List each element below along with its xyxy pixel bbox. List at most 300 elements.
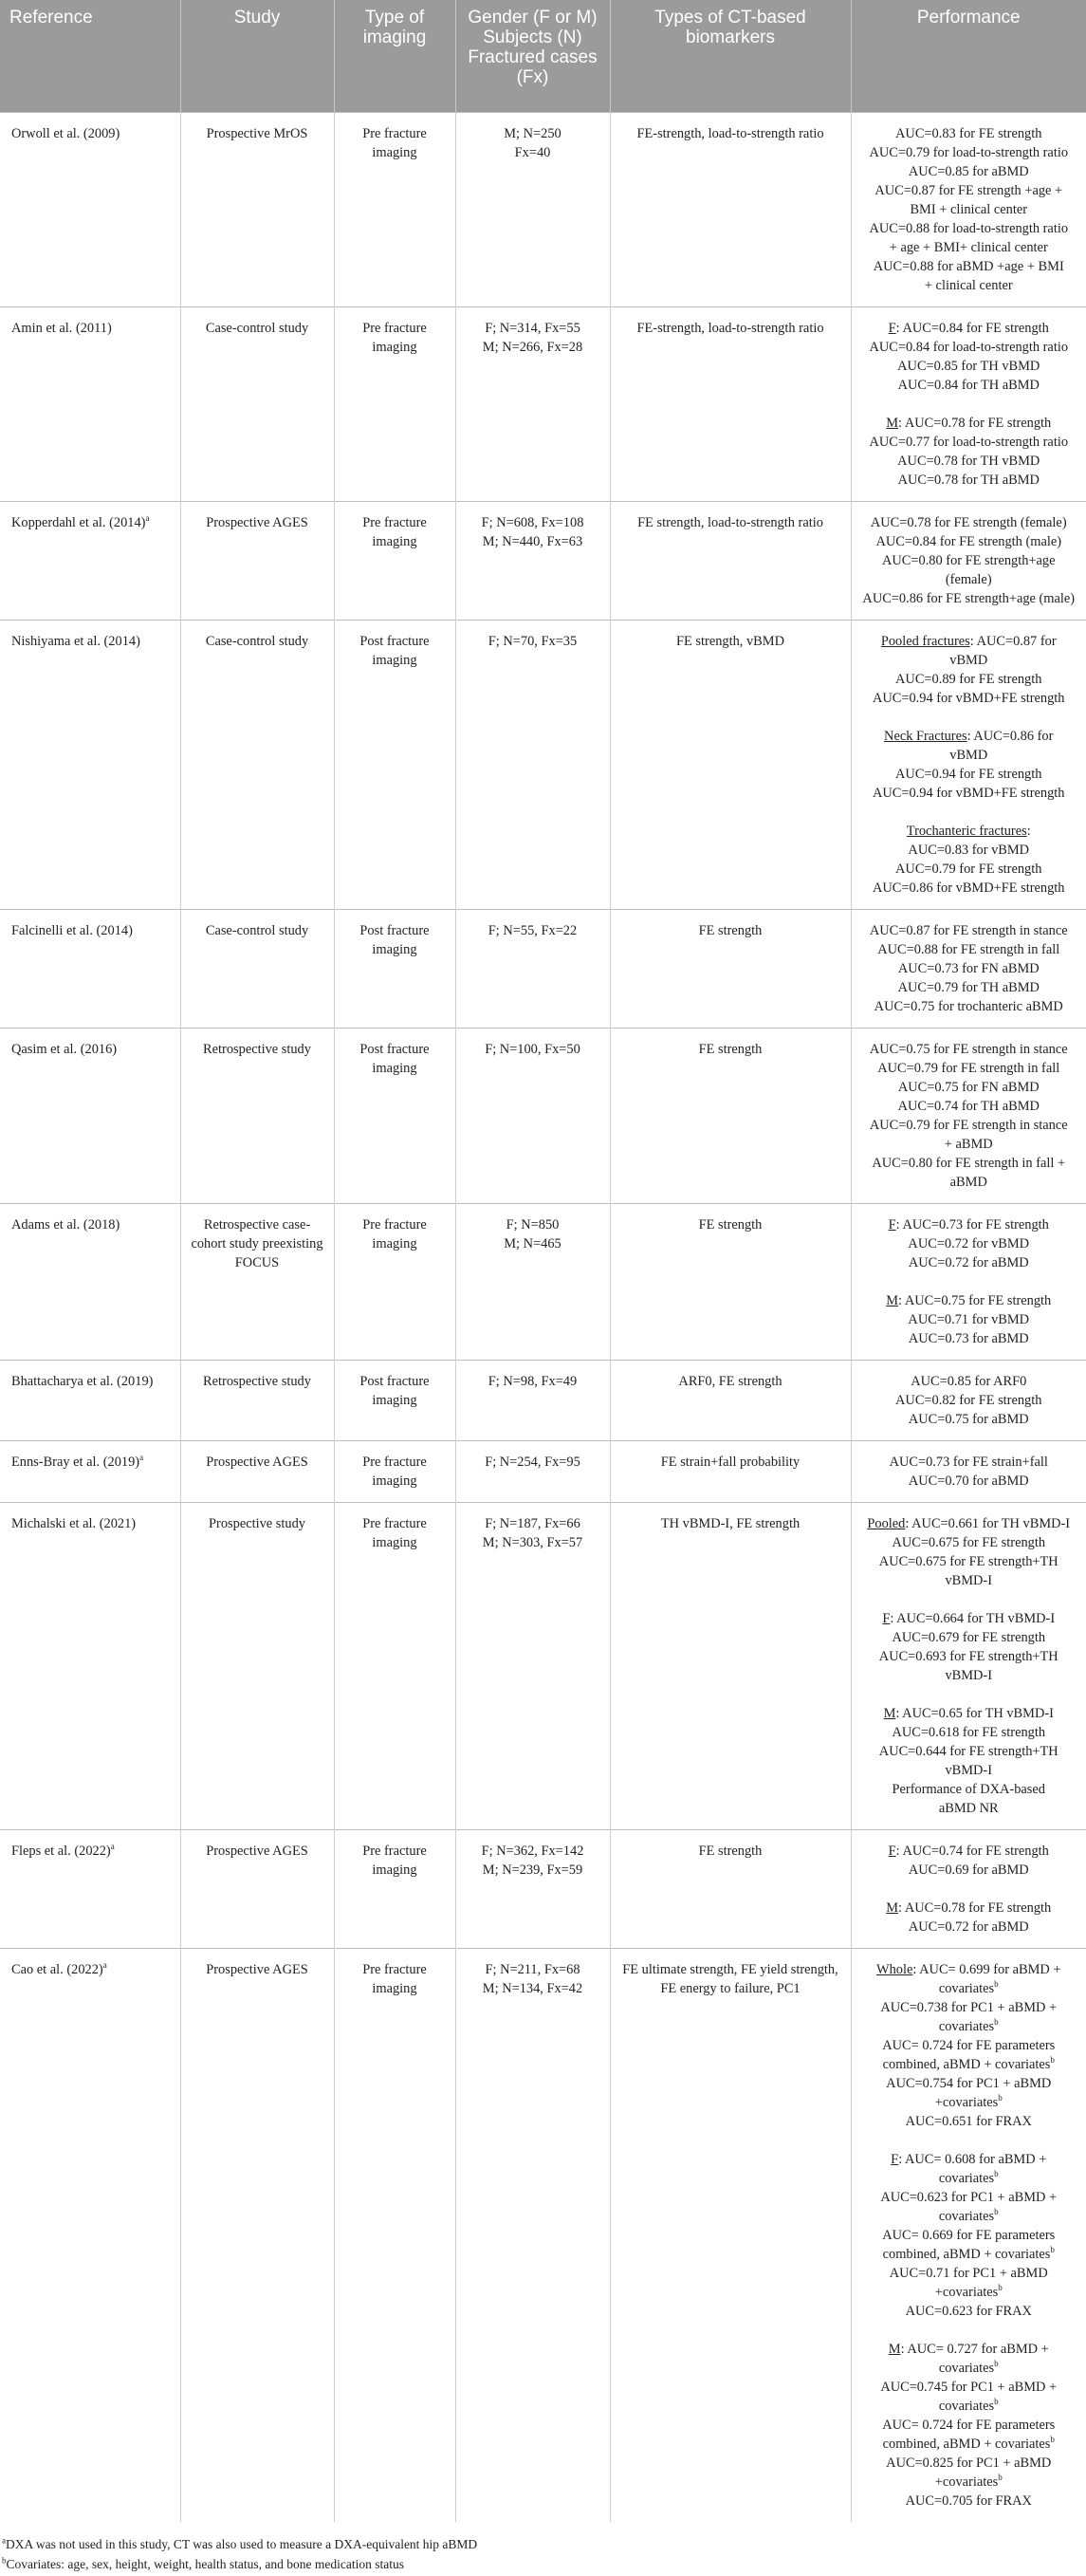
- cell-study: [180, 1502, 334, 1829]
- performance-line: AUC=0.88 for FE strength in fall: [877, 941, 1060, 957]
- study-text: Prospective AGES: [206, 1843, 308, 1859]
- performance-line: F: AUC=0.73 for FE strength: [888, 1216, 1049, 1232]
- table-row: [0, 1028, 1086, 1203]
- cell-imaging: [334, 1502, 455, 1829]
- performance-line: M: AUC=0.78 for FE strength: [886, 415, 1052, 431]
- performance-line: AUC=0.623 for PC1 + aBMD +: [880, 2189, 1058, 2205]
- performance-line: covariates$^b$: [938, 2206, 999, 2224]
- cell-reference: [0, 1360, 180, 1440]
- performance-line: AUC=0.72 for aBMD: [908, 1918, 1029, 1935]
- cell-study: [180, 1028, 334, 1203]
- group-label: M: [886, 1900, 899, 1916]
- imaging-text: Post fracture imaging: [359, 1373, 430, 1408]
- reference-text: Cao et al. $(2022)^a$: [11, 1959, 107, 1977]
- performance-line: +covariates$^b$: [934, 2282, 1003, 2300]
- performance-line: AUC=0.705 for FRAX: [905, 2493, 1032, 2509]
- cell-performance: [851, 306, 1086, 501]
- cell-reference: [0, 306, 180, 501]
- cell-imaging: [334, 501, 455, 620]
- cell-reference: [0, 1028, 180, 1203]
- performance-line: AUC=0.89 for FE strength: [895, 671, 1042, 687]
- study-text: Prospective MrOS: [206, 125, 308, 141]
- performance-line: AUC=0.73 for FE strain+fall: [889, 1454, 1048, 1470]
- biomarkers-text: FE-strength, load-to-strength ratio: [636, 320, 824, 336]
- header-gender: Gender (F or M) Subjects (N) Fractured cases (Fx): [455, 0, 610, 112]
- spacer: [856, 2131, 1083, 2150]
- performance-line: AUC=0.80 for FE strength+age: [882, 552, 1056, 568]
- performance-line: (female): [945, 571, 992, 587]
- performance-line: AUC=0.75 for aBMD: [908, 1411, 1029, 1427]
- reference-text: Kopperdahl et al. $(2014)^a$: [11, 512, 150, 530]
- footnote-marker: b: [994, 2016, 999, 2027]
- spacer: [856, 1685, 1083, 1704]
- performance-line: covariates$^b$: [938, 1978, 999, 1996]
- cell-gender: [455, 501, 610, 620]
- performance-line: AUC=0.72 for aBMD: [908, 1254, 1029, 1270]
- cell-imaging: [334, 1948, 455, 2522]
- performance-line: + aBMD: [944, 1136, 993, 1152]
- performance-line: vBMD: [949, 747, 988, 763]
- performance-line: AUC=0.71 for PC1 + aBMD: [889, 2265, 1048, 2281]
- table-row: [0, 1948, 1086, 2522]
- performance-line: covariates$^b$: [938, 2358, 999, 2376]
- cell-gender: [455, 1829, 610, 1948]
- cell-biomarkers: [610, 1028, 851, 1203]
- group-label: M: [886, 1292, 899, 1308]
- performance-line: F: AUC= 0.608 for aBMD +: [891, 2151, 1047, 2167]
- performance-line: AUC=0.85 for TH vBMD: [897, 358, 1040, 374]
- imaging-text: Pre fracture imaging: [362, 320, 427, 355]
- footnote-marker: a: [110, 1841, 115, 1851]
- performance-line: AUC=0.754 for PC1 + aBMD: [886, 2075, 1052, 2091]
- performance-line: Trochanteric fractures:: [906, 823, 1031, 839]
- group-label: Neck Fractures: [884, 728, 967, 744]
- performance-line: combined, aBMD + covariates$^b$: [882, 2244, 1055, 2262]
- gender-line: F; N=362, Fx=142: [481, 1843, 584, 1859]
- gender-line: M; N=440, Fx=63: [482, 533, 583, 549]
- footnote-marker: b: [1050, 2434, 1055, 2444]
- performance-line: AUC=0.84 for FE strength (male): [875, 533, 1062, 549]
- group-label: Pooled fractures: [880, 633, 970, 649]
- performance-line: AUC=0.73 for FN aBMD: [897, 960, 1040, 976]
- cell-gender: [455, 1502, 610, 1829]
- performance-line: AUC=0.94 for vBMD+FE strength: [872, 785, 1065, 801]
- study-text: Retrospective case-cohort study preexisting FOCUS: [191, 1216, 323, 1270]
- cell-performance: [851, 1028, 1086, 1203]
- cell-study: [180, 909, 334, 1028]
- study-text: Prospective study: [209, 1515, 305, 1531]
- gender-line: F; N=187, Fx=66: [485, 1515, 580, 1531]
- cell-study: [180, 1829, 334, 1948]
- reference-text: Falcinelli et al. (2014): [11, 922, 133, 938]
- reference-text: Fleps et al. $(2022)^a$: [11, 1841, 115, 1859]
- footnote-marker: b: [1050, 2054, 1055, 2065]
- performance-line: Pooled fractures: AUC=0.87 for: [880, 633, 1057, 649]
- cell-reference: [0, 1440, 180, 1502]
- performance-line: F: AUC=0.84 for FE strength: [888, 320, 1049, 336]
- group-label: F: [888, 1843, 896, 1859]
- cell-performance: [851, 1502, 1086, 1829]
- footnote-marker: b: [1050, 2244, 1055, 2254]
- study-text: Prospective AGES: [206, 1961, 308, 1977]
- biomarkers-text: FE strength, load-to-strength ratio: [637, 514, 823, 530]
- performance-line: vBMD-I: [945, 1762, 993, 1778]
- performance-line: AUC=0.84 for TH aBMD: [897, 377, 1040, 393]
- performance-line: M: AUC= 0.727 for aBMD +: [888, 2341, 1049, 2357]
- cell-performance: [851, 1440, 1086, 1502]
- cell-gender: [455, 1360, 610, 1440]
- group-label: Trochanteric fractures: [906, 823, 1027, 839]
- cell-performance: [851, 1829, 1086, 1948]
- footnote-marker: b: [998, 2282, 1003, 2292]
- performance-line: AUC=0.679 for FE strength: [892, 1629, 1046, 1645]
- table-row: [0, 909, 1086, 1028]
- performance-line: +covariates$^b$: [934, 2092, 1003, 2110]
- study-text: Retrospective study: [203, 1373, 311, 1389]
- cell-biomarkers: [610, 1203, 851, 1360]
- performance-line: AUC=0.651 for FRAX: [905, 2113, 1032, 2129]
- study-text: Case-control study: [205, 633, 309, 649]
- cell-biomarkers: [610, 1440, 851, 1502]
- performance-line: AUC=0.85 for ARF0: [911, 1373, 1027, 1389]
- performance-line: AUC=0.73 for aBMD: [908, 1330, 1029, 1346]
- gender-line: M; N=303, Fx=57: [482, 1534, 583, 1550]
- imaging-text: Pre fracture imaging: [362, 1454, 427, 1489]
- cell-study: [180, 1203, 334, 1360]
- performance-line: + clinical center: [924, 277, 1013, 293]
- biomarkers-text: FE ultimate strength, FE yield strength, FE energy to failure, PC1: [622, 1961, 838, 1996]
- performance-line: AUC=0.82 for FE strength: [895, 1392, 1042, 1408]
- cell-biomarkers: [610, 1360, 851, 1440]
- imaging-text: Pre fracture imaging: [362, 1961, 427, 1996]
- reference-text: Orwoll et al. (2009): [11, 125, 120, 141]
- performance-line: AUC=0.745 for PC1 + aBMD +: [880, 2379, 1058, 2395]
- reference-text: Adams et al. (2018): [11, 1216, 120, 1232]
- performance-line: M: AUC=0.65 for TH vBMD-I: [883, 1705, 1054, 1721]
- footnote-b-text: Covariates: age, sex, height, weight, health status, and bone medication status: [6, 2557, 405, 2571]
- group-label: F: [888, 320, 896, 336]
- biomarkers-text: FE strain+fall probability: [660, 1454, 801, 1470]
- cell-biomarkers: [610, 501, 851, 620]
- cell-performance: [851, 501, 1086, 620]
- cell-gender: [455, 1948, 610, 2522]
- cell-biomarkers: [610, 306, 851, 501]
- imaging-text: Post fracture imaging: [359, 1041, 430, 1076]
- cell-imaging: [334, 306, 455, 501]
- cell-reference: [0, 1948, 180, 2522]
- performance-line: vBMD: [949, 652, 988, 668]
- group-label: F: [888, 1216, 896, 1232]
- cell-reference: [0, 1829, 180, 1948]
- cell-performance: [851, 1948, 1086, 2522]
- cell-imaging: [334, 112, 455, 306]
- performance-line: AUC=0.74 for TH aBMD: [897, 1098, 1040, 1114]
- biomarkers-text: FE strength, vBMD: [676, 633, 784, 649]
- biomarkers-text: FE strength: [698, 1216, 763, 1232]
- performance-line: AUC=0.94 for FE strength: [895, 766, 1042, 782]
- group-label: Pooled: [867, 1515, 906, 1531]
- performance-line: AUC=0.86 for FE strength+age (male): [862, 590, 1076, 606]
- biomarkers-text: FE strength: [698, 1041, 763, 1057]
- performance-line: AUC=0.87 for FE strength +age +: [874, 182, 1063, 198]
- cell-reference: [0, 620, 180, 909]
- performance-line: F: AUC=0.74 for FE strength: [888, 1843, 1049, 1859]
- performance-line: AUC=0.84 for load-to-strength ratio: [869, 339, 1069, 355]
- cell-study: [180, 501, 334, 620]
- cell-biomarkers: [610, 112, 851, 306]
- spacer: [856, 708, 1083, 727]
- header-imaging: Type of imaging: [334, 0, 455, 112]
- cell-reference: [0, 112, 180, 306]
- cell-performance: [851, 1203, 1086, 1360]
- group-label: M: [888, 2341, 901, 2357]
- cell-performance: [851, 909, 1086, 1028]
- performance-line: BMI + clinical center: [910, 201, 1028, 217]
- performance-line: vBMD-I: [945, 1572, 993, 1588]
- spacer: [856, 1590, 1083, 1609]
- imaging-text: Pre fracture imaging: [362, 1843, 427, 1878]
- group-label: F: [891, 2151, 899, 2167]
- spacer: [856, 2321, 1083, 2340]
- cell-study: [180, 1948, 334, 2522]
- gender-line: F; N=70, Fx=35: [488, 633, 578, 649]
- performance-line: AUC=0.79 for load-to-strength ratio: [869, 144, 1069, 160]
- performance-line: AUC=0.77 for load-to-strength ratio: [869, 434, 1069, 450]
- study-text: Retrospective study: [203, 1041, 311, 1057]
- table-row: [0, 501, 1086, 620]
- gender-line: F; N=314, Fx=55: [485, 320, 580, 336]
- reference-text: Bhattacharya et al. (2019): [11, 1373, 154, 1389]
- performance-line: AUC=0.83 for vBMD: [908, 842, 1030, 858]
- cell-study: [180, 1440, 334, 1502]
- group-label: F: [882, 1610, 891, 1626]
- performance-line: AUC=0.78 for TH vBMD: [897, 453, 1040, 469]
- performance-line: AUC= 0.724 for FE parameters: [882, 2417, 1056, 2433]
- gender-line: M; N=239, Fx=59: [482, 1862, 583, 1878]
- cell-performance: [851, 112, 1086, 306]
- footnote-marker: b: [994, 2396, 999, 2406]
- performance-line: combined, aBMD + covariates$^b$: [882, 2434, 1055, 2452]
- header-reference: Reference: [0, 0, 180, 112]
- cell-imaging: [334, 1203, 455, 1360]
- footnote-marker: b: [994, 1978, 999, 1989]
- cell-study: [180, 112, 334, 306]
- performance-line: AUC=0.675 for FE strength: [892, 1534, 1046, 1550]
- performance-line: + age + BMI+ clinical center: [889, 239, 1048, 255]
- cell-reference: [0, 1203, 180, 1360]
- performance-line: AUC=0.80 for FE strength in fall +: [872, 1155, 1066, 1171]
- performance-line: AUC=0.69 for aBMD: [908, 1862, 1029, 1878]
- cell-imaging: [334, 620, 455, 909]
- table-row: [0, 1829, 1086, 1948]
- footnote-b: $^b$Covariates: age, sex, height, weight, health status, and bone medication status: [2, 2555, 405, 2571]
- performance-line: AUC=0.78 for TH aBMD: [897, 472, 1040, 488]
- performance-line: AUC= 0.724 for FE parameters: [882, 2037, 1056, 2053]
- performance-line: AUC=0.618 for FE strength: [892, 1724, 1046, 1740]
- performance-line: AUC=0.86 for vBMD+FE strength: [872, 880, 1065, 896]
- performance-line: covariates$^b$: [938, 2016, 999, 2034]
- cell-study: [180, 306, 334, 501]
- imaging-text: Pre fracture imaging: [362, 125, 427, 160]
- footnote-marker: b: [994, 2358, 999, 2368]
- performance-line: AUC=0.88 for load-to-strength ratio: [869, 220, 1069, 236]
- performance-line: AUC=0.88 for aBMD +age + BMI: [873, 258, 1064, 274]
- study-text: Case-control study: [205, 320, 309, 336]
- gender-line: F; N=55, Fx=22: [488, 922, 578, 938]
- performance-line: AUC=0.79 for FE strength in fall: [877, 1060, 1060, 1076]
- cell-gender: [455, 909, 610, 1028]
- reference-text: Qasim et al. (2016): [11, 1041, 118, 1057]
- cell-biomarkers: [610, 1829, 851, 1948]
- performance-line: M: AUC=0.75 for FE strength: [886, 1292, 1052, 1308]
- footnote-marker: b: [998, 2472, 1003, 2482]
- performance-line: covariates$^b$: [938, 2396, 999, 2414]
- performance-line: AUC=0.70 for aBMD: [908, 1473, 1029, 1489]
- performance-line: AUC=0.71 for vBMD: [908, 1311, 1030, 1327]
- performance-line: AUC=0.87 for FE strength in stance: [869, 922, 1068, 938]
- cell-study: [180, 620, 334, 909]
- cell-performance: [851, 620, 1086, 909]
- performance-line: AUC=0.75 for FE strength in stance: [869, 1041, 1068, 1057]
- performance-line: AUC=0.78 for FE strength (female): [870, 514, 1067, 530]
- performance-line: AUC=0.738 for PC1 + aBMD +: [880, 1999, 1058, 2015]
- performance-line: covariates$^b$: [938, 2168, 999, 2186]
- performance-line: AUC=0.623 for FRAX: [905, 2303, 1032, 2319]
- biomarkers-text: ARF0, FE strength: [678, 1373, 782, 1389]
- table-row: [0, 1360, 1086, 1440]
- cell-imaging: [334, 1829, 455, 1948]
- performance-line: AUC=0.79 for FE strength in stance: [869, 1117, 1068, 1133]
- cell-gender: [455, 1028, 610, 1203]
- table-row: [0, 112, 1086, 306]
- group-label: M: [883, 1705, 896, 1721]
- footnote-marker: a: [102, 1959, 107, 1970]
- performance-line: AUC=0.94 for vBMD+FE strength: [872, 690, 1065, 706]
- cell-study: [180, 1360, 334, 1440]
- group-label: M: [886, 415, 899, 431]
- reference-text: Amin et al. (2011): [11, 320, 112, 336]
- spacer: [856, 1272, 1083, 1291]
- footnote-a: $^a$DXA was not used in this study, CT was also used to measure a DXA-equivalent hip aBMD: [2, 2535, 478, 2551]
- cell-imaging: [334, 909, 455, 1028]
- imaging-text: Pre fracture imaging: [362, 514, 427, 549]
- table-row: [0, 1203, 1086, 1360]
- cell-biomarkers: [610, 1948, 851, 2522]
- performance-line: AUC=0.83 for FE strength: [895, 125, 1042, 141]
- performance-line: aBMD NR: [938, 1800, 999, 1816]
- group-label: Whole: [876, 1961, 913, 1977]
- gender-line: F; N=254, Fx=95: [485, 1454, 580, 1470]
- reference-text: Michalski et al. (2021): [11, 1515, 137, 1531]
- performance-line: F: AUC=0.664 for TH vBMD-I: [882, 1610, 1056, 1626]
- cell-imaging: [334, 1028, 455, 1203]
- cell-imaging: [334, 1360, 455, 1440]
- performance-line: combined, aBMD + covariates$^b$: [882, 2054, 1055, 2072]
- gender-line: M; N=134, Fx=42: [482, 1980, 583, 1996]
- performance-line: AUC= 0.669 for FE parameters: [882, 2227, 1056, 2243]
- gender-line: M; N=266, Fx=28: [482, 339, 583, 355]
- cell-biomarkers: [610, 620, 851, 909]
- study-text: Case-control study: [205, 922, 309, 938]
- footnote-marker: b: [998, 2092, 1003, 2103]
- performance-line: aBMD: [949, 1174, 987, 1190]
- footnote-marker: b: [994, 2206, 999, 2216]
- table-row: [0, 1440, 1086, 1502]
- table-row: [0, 1502, 1086, 1829]
- biomarkers-text: TH vBMD-I, FE strength: [660, 1515, 801, 1531]
- footnote-marker: a: [145, 512, 150, 523]
- performance-line: Neck Fractures: AUC=0.86 for: [884, 728, 1054, 744]
- biomarkers-text: FE strength: [698, 922, 763, 938]
- header-performance: Performance: [851, 0, 1086, 112]
- gender-line: M; N=250: [504, 125, 561, 141]
- performance-line: AUC=0.79 for FE strength: [895, 861, 1042, 877]
- performance-line: M: AUC=0.78 for FE strength: [886, 1900, 1052, 1916]
- reference-text: Enns-Bray et al. $(2019)^a$: [11, 1452, 144, 1470]
- gender-line: F; N=850: [506, 1216, 560, 1232]
- cell-gender: [455, 112, 610, 306]
- biomarkers-text: FE strength: [698, 1843, 763, 1859]
- performance-line: AUC=0.75 for trochanteric aBMD: [874, 998, 1063, 1014]
- performance-line: AUC=0.693 for FE strength+TH: [878, 1648, 1058, 1664]
- table-row: [0, 306, 1086, 501]
- performance-line: AUC=0.72 for vBMD: [908, 1235, 1030, 1251]
- cell-reference: [0, 1502, 180, 1829]
- imaging-text: Post fracture imaging: [359, 922, 430, 957]
- cell-imaging: [334, 1440, 455, 1502]
- header-study: Study: [180, 0, 334, 112]
- gender-line: F; N=98, Fx=49: [488, 1373, 578, 1389]
- reference-text: Nishiyama et al. (2014): [11, 633, 140, 649]
- study-text: Prospective AGES: [206, 1454, 308, 1470]
- header-row: [0, 0, 1086, 112]
- performance-line: AUC=0.75 for FN aBMD: [897, 1079, 1040, 1095]
- footnote-a-text: DXA was not used in this study, CT was also used to measure a DXA-equivalent hip aBMD: [6, 2537, 478, 2551]
- header-biomarkers: Types of CT-based biomarkers: [610, 0, 851, 112]
- performance-line: AUC=0.644 for FE strength+TH: [878, 1743, 1058, 1759]
- cell-biomarkers: [610, 1502, 851, 1829]
- performance-line: AUC=0.825 for PC1 + aBMD: [886, 2455, 1052, 2471]
- imaging-text: Pre fracture imaging: [362, 1216, 427, 1251]
- spacer: [856, 803, 1083, 822]
- footnote-marker: b: [994, 2168, 999, 2178]
- cell-gender: [455, 620, 610, 909]
- gender-line: Fx=40: [514, 144, 551, 160]
- gender-line: M; N=465: [504, 1235, 561, 1251]
- imaging-text: Pre fracture imaging: [362, 1515, 427, 1550]
- spacer: [856, 395, 1083, 414]
- biomarkers-text: FE-strength, load-to-strength ratio: [636, 125, 824, 141]
- performance-line: Whole: AUC= 0.699 for aBMD +: [876, 1961, 1061, 1977]
- performance-line: AUC=0.85 for aBMD: [908, 163, 1029, 179]
- cell-gender: [455, 1440, 610, 1502]
- performance-line: +covariates$^b$: [934, 2472, 1003, 2490]
- table-row: [0, 620, 1086, 909]
- study-text: Prospective AGES: [206, 514, 308, 530]
- cell-reference: [0, 501, 180, 620]
- cell-reference: [0, 909, 180, 1028]
- gender-line: F; N=608, Fx=108: [481, 514, 584, 530]
- cell-performance: [851, 1360, 1086, 1440]
- footnote-marker: a: [139, 1452, 144, 1462]
- imaging-text: Post fracture imaging: [359, 633, 430, 668]
- performance-line: vBMD-I: [945, 1667, 993, 1683]
- performance-line: AUC=0.79 for TH aBMD: [897, 979, 1040, 995]
- cell-gender: [455, 306, 610, 501]
- performance-line: AUC=0.675 for FE strength+TH: [878, 1553, 1058, 1569]
- gender-line: F; N=100, Fx=50: [485, 1041, 580, 1057]
- performance-line: Performance of DXA-based: [892, 1781, 1045, 1797]
